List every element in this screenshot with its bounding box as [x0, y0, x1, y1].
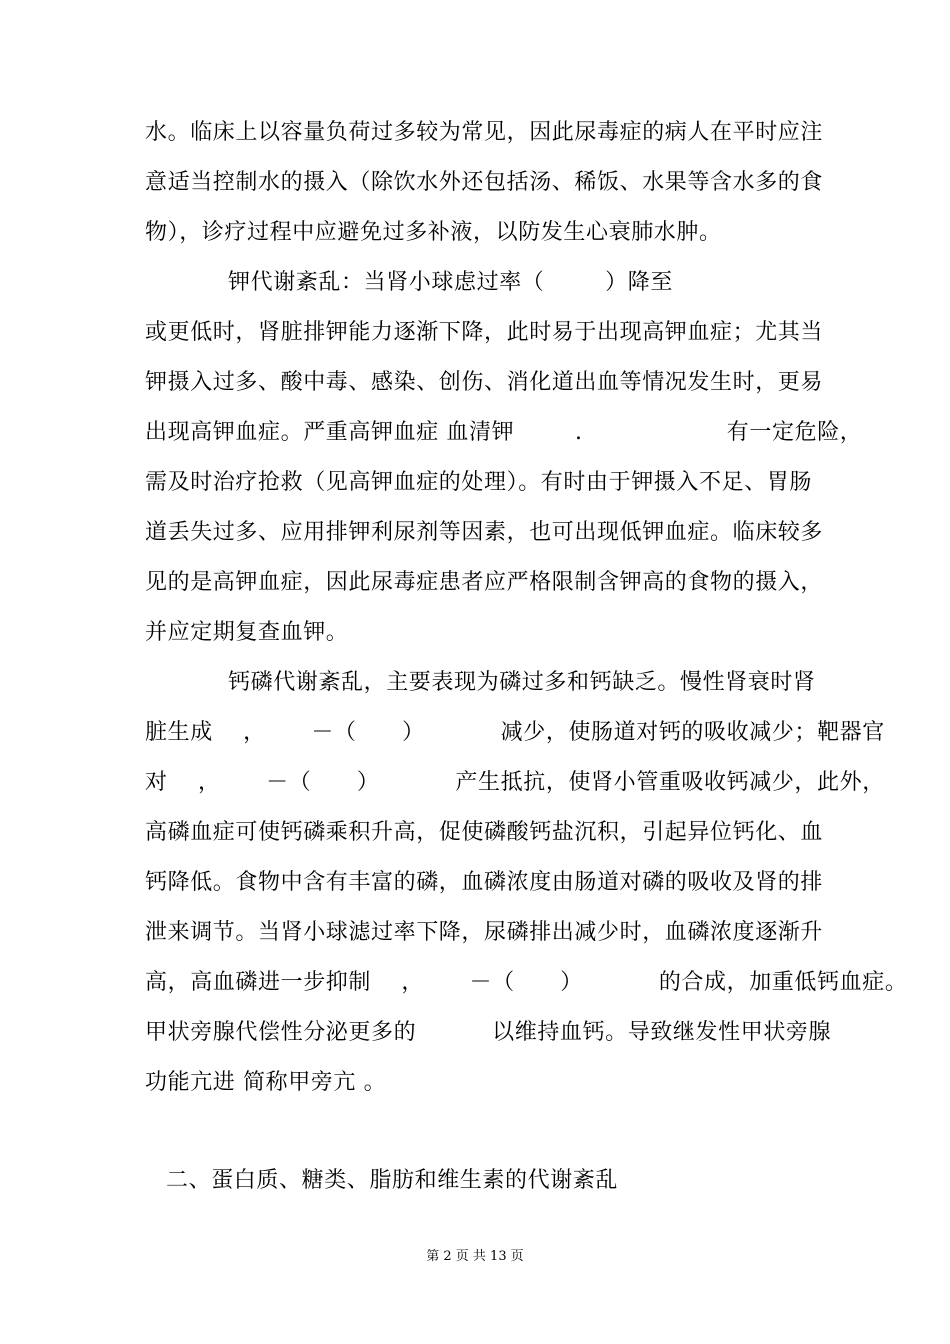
paragraph-3-line-2: 脏生成 ， －（ ） 减少，使肠道对钙的吸收减少；靶器官 [145, 720, 885, 745]
paragraph-1-line-3: 物），诊疗过程中应避免过多补液，以防发生心衰肺水肿。 [145, 220, 722, 245]
paragraph-3-line-1: 钙磷代谢紊乱，主要表现为磷过多和钙缺乏。慢性肾衰时肾 [228, 670, 816, 695]
section-heading: 二、蛋白质、糖类、脂肪和维生素的代谢紊乱 [166, 1168, 619, 1193]
paragraph-2-line-2: 或更低时，肾脏排钾能力逐渐下降，此时易于出现高钾血症；尤其当 [145, 320, 824, 345]
paragraph-3-line-3: 对 ， －（ ） 产生抵抗，使肾小管重吸收钙减少，此外， [145, 770, 885, 795]
page-footer: 第 2 页 共 13 页 [426, 1249, 524, 1264]
paragraph-3-line-8: 甲状旁腺代偿性分泌更多的 以维持血钙。导致继发性甲状旁腺 [145, 1020, 832, 1045]
paragraph-2-line-5: 需及时治疗抢救（见高钾血症的处理）。有时由于钾摄入不足、胃肠 [145, 470, 813, 495]
paragraph-3-line-9: 功能亢进 简称甲旁亢 。 [145, 1070, 387, 1095]
paragraph-3-line-5: 钙降低。食物中含有丰富的磷，血磷浓度由肠道对磷的吸收及肾的排 [145, 870, 824, 895]
paragraph-2-line-6: 道丢失过多、应用排钾利尿剂等因素，也可出现低钾血症。临床较多 [145, 520, 824, 545]
paragraph-2-line-8: 并应定期复查血钾。 [145, 620, 349, 645]
paragraph-2-line-1: 钾代谢紊乱：当肾小球虑过率（ ）降至 [228, 270, 673, 295]
paragraph-2-line-4: 出现高钾血症。严重高钾血症 血清钾 . 有一定危险， [145, 420, 863, 445]
paragraph-2-line-7: 见的是高钾血症，因此尿毒症患者应严格限制含钾高的食物的摄入， [145, 570, 824, 595]
paragraph-1-line-1: 水。临床上以容量负荷过多较为常见，因此尿毒症的病人在平时应注 [145, 120, 824, 145]
paragraph-3-line-7: 高，高血磷进一步抑制 ， －（ ） 的合成，加重低钙血症。 [145, 970, 908, 995]
paragraph-2-line-3: 钾摄入过多、酸中毒、感染、创伤、消化道出血等情况发生时，更易 [145, 370, 824, 395]
paragraph-3-line-6: 泄来调节。当肾小球滤过率下降，尿磷排出减少时，血磷浓度逐渐升 [145, 920, 824, 945]
paragraph-1-line-2: 意适当控制水的摄入（除饮水外还包括汤、稀饭、水果等含水多的食 [145, 170, 824, 195]
paragraph-3-line-4: 高磷血症可使钙磷乘积升高，促使磷酸钙盐沉积，引起异位钙化、血 [145, 820, 824, 845]
